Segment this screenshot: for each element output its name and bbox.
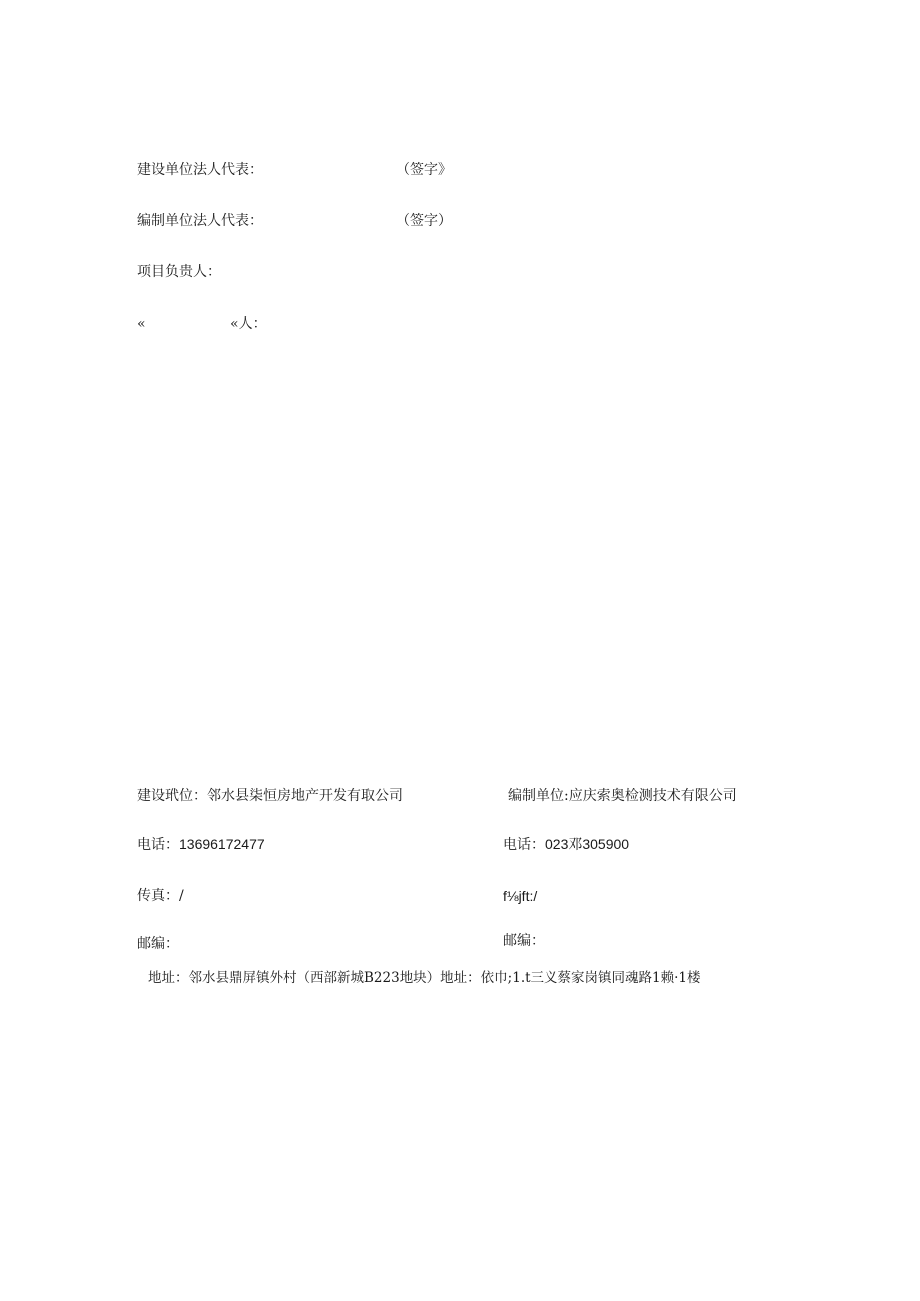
row4-left-mark: «	[137, 316, 146, 332]
compiler-unit-fax: f⅛jft:/	[503, 888, 538, 904]
compiler-rep-label: 编制单位法人代表：	[137, 213, 263, 229]
construction-unit-name: 建设玳位：邻水县柒恒房地产开发有取公司	[137, 788, 403, 804]
construction-unit-postcode: 邮编：	[137, 936, 179, 952]
construction-phone-label: 电话：	[137, 837, 179, 853]
compiler-unit-postcode: 邮编：	[503, 933, 545, 949]
construction-rep-signature: （签字》	[396, 162, 452, 178]
compiler-unit-name: 编制单位:应庆索奥检测技术有限公司	[508, 788, 737, 804]
compiler-rep-signature: （签字）	[396, 213, 452, 229]
construction-phone-value: 13696172477	[179, 836, 265, 852]
construction-unit-fax: 传真：/	[137, 888, 184, 904]
project-lead-label: 项目负贵人：	[137, 264, 221, 280]
compiler-phone-label: 电话：	[503, 837, 545, 853]
compiler-unit-phone	[503, 834, 629, 855]
row4-right-label: «人：	[230, 316, 267, 332]
construction-rep-label: 建设单位法人代表：	[137, 162, 263, 178]
compiler-phone-value: 023邓305900	[545, 836, 630, 852]
address-line: 地址：邻水县鼎屏镇外村（西部新城B223地块）地址：依巾;1.t三义蔡家岗镇同魂路1赖·1楼	[148, 970, 701, 986]
construction-unit-phone	[137, 834, 265, 855]
